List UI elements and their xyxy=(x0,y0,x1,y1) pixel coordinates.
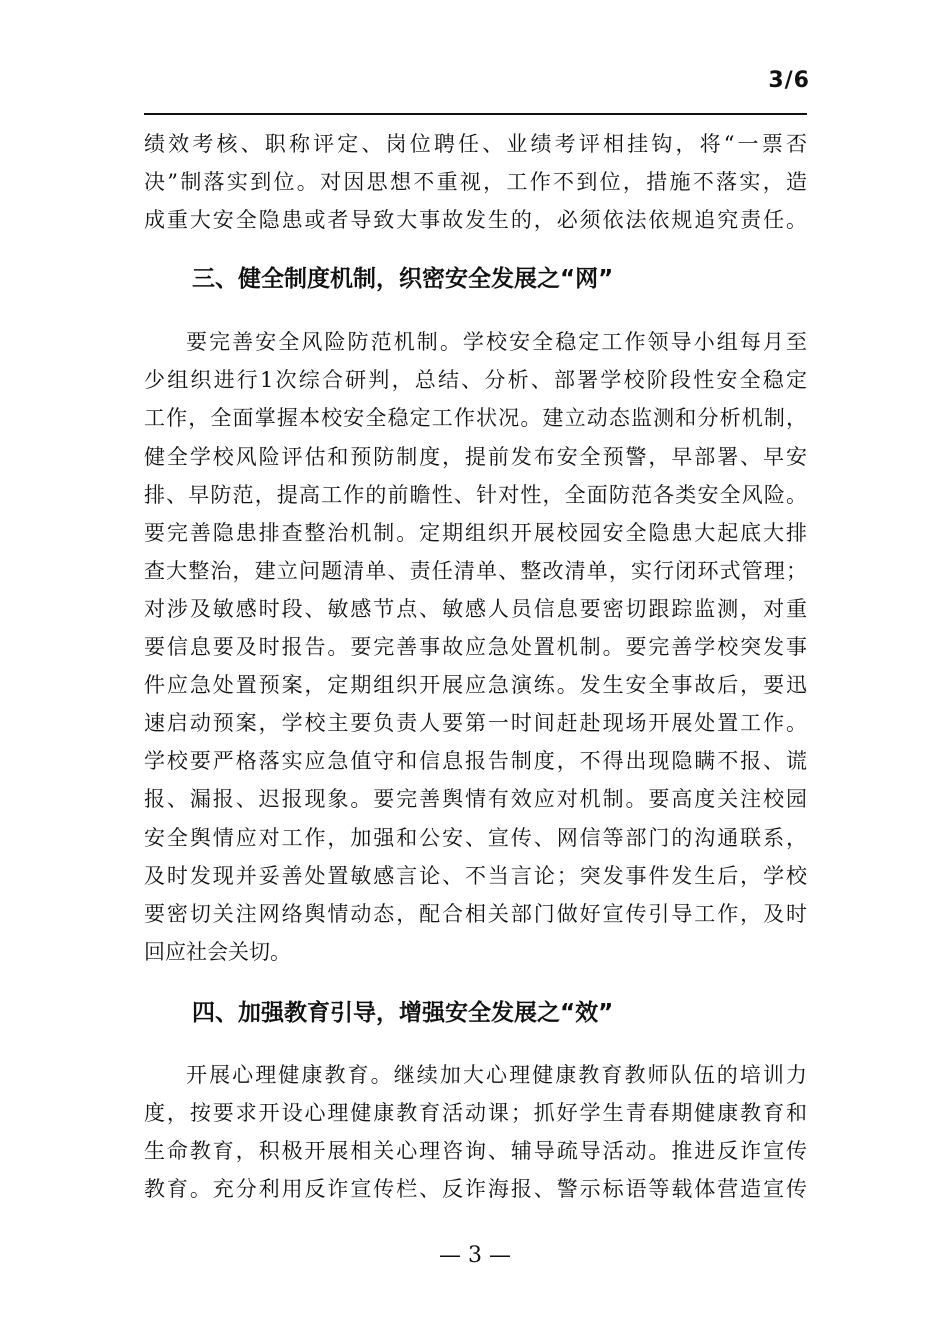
text-line: 决”制落实到位。对因思想不重视，工作不到位，措施不落实，造 xyxy=(144,170,807,195)
text-line: 生命教育，积极开展相关心理咨询、辅导疏导活动。推进反诈宣传 xyxy=(144,1139,807,1164)
text-line: 要信息要及时报告。要完善事故应急处置机制。要完善学校突发事 xyxy=(144,635,807,660)
text-line: 回应社会关切。 xyxy=(144,939,291,964)
text-line: 度，按要求开设心理健康教育活动课；抓好学生青春期健康教育和 xyxy=(144,1100,807,1125)
section-heading-3: 三、健全制度机制，织密安全发展之“网” xyxy=(192,266,614,293)
paragraph-section-4 xyxy=(144,1056,807,1208)
page-number-footer: — 3 — xyxy=(439,1243,511,1268)
header-rule xyxy=(144,113,807,115)
page-counter: 3/6 xyxy=(768,68,810,93)
text-line: 教育。充分利用反诈宣传栏、反诈海报、警示标语等载体营造宣传 xyxy=(144,1177,807,1202)
text-line: 学校要严格落实应急值守和信息报告制度，不得出现隐瞒不报、谎 xyxy=(144,749,807,774)
text-line: 要完善安全风险防范机制。学校安全稳定工作领导小组每月至 xyxy=(186,330,807,355)
text-line: 排、早防范，提高工作的前瞻性、针对性，全面防范各类安全风险。 xyxy=(144,482,807,507)
document-body xyxy=(144,124,807,1208)
text-line: 查大整治，建立问题清单、责任清单、整改清单，实行闭环式管理； xyxy=(144,558,807,583)
section-heading-4: 四、加强教育引导，增强安全发展之“效” xyxy=(192,999,614,1026)
text-line: 绩效考核、职称评定、岗位聘任、业绩考评相挂钩，将“一票否 xyxy=(144,132,807,156)
text-line: 件应急处置预案，定期组织开展应急演练。发生安全事故后，要迅 xyxy=(144,673,807,698)
text-line: 少组织进行1次综合研判，总结、分析、部署学校阶段性安全稳定 xyxy=(144,368,807,393)
text-line: 安全舆情应对工作，加强和公安、宣传、网信等部门的沟通联系， xyxy=(144,825,807,850)
paragraph-section-3 xyxy=(144,323,807,971)
text-line: 报、漏报、迟报现象。要完善舆情有效应对机制。要高度关注校园 xyxy=(144,787,807,812)
text-line: 速启动预案，学校主要负责人要第一时间赶赴现场开展处置工作。 xyxy=(144,711,807,736)
text-line: 及时发现并妥善处置敏感言论、不当言论；突发事件发生后，学校 xyxy=(144,863,807,888)
text-line: 对涉及敏感时段、敏感节点、敏感人员信息要密切跟踪监测，对重 xyxy=(144,596,807,621)
text-line: 开展心理健康教育。继续加大心理健康教育教师队伍的培训力 xyxy=(186,1062,807,1087)
text-line: 要完善隐患排查整治机制。定期组织开展校园安全隐患大起底大排 xyxy=(144,520,807,545)
text-line: 健全学校风险评估和预防制度，提前发布安全预警，早部署、早安 xyxy=(144,444,807,469)
text-line: 要密切关注网络舆情动态，配合相关部门做好宣传引导工作，及时 xyxy=(144,901,807,926)
text-line: 工作，全面掌握本校安全稳定工作状况。建立动态监测和分析机制， xyxy=(144,406,807,431)
text-line: 成重大安全隐患或者导致大事故发生的，必须依法依规追究责任。 xyxy=(144,208,807,233)
paragraph-continuation xyxy=(144,125,807,239)
